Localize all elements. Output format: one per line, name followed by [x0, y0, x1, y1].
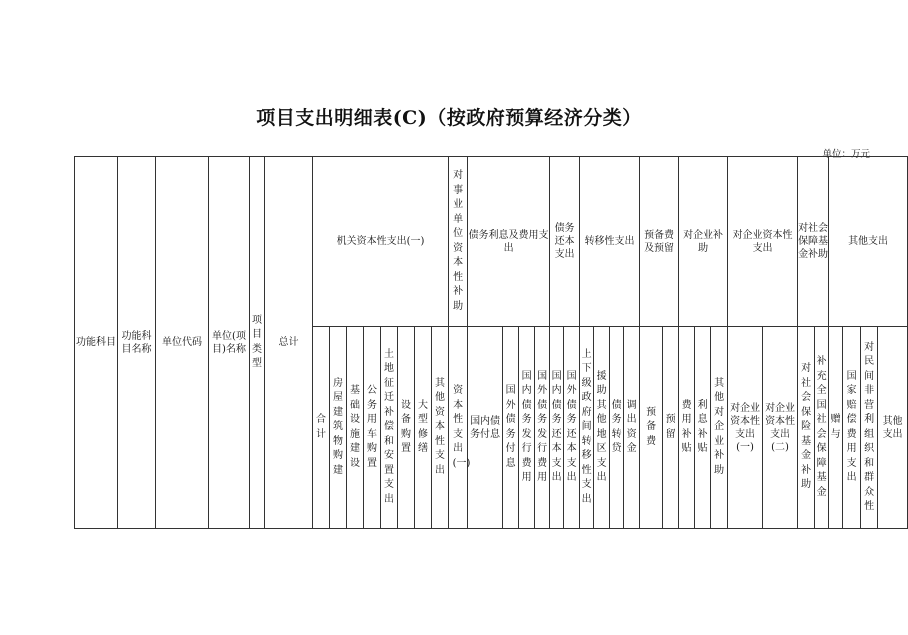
sub-header: 对企业资本性支出(一) [728, 327, 763, 529]
sub-header: 土地征迁补偿和安置支出 [381, 327, 398, 529]
sub-header: 资本性支出(一) [449, 327, 468, 529]
sub-header: 预留 [663, 327, 679, 529]
sub-header: 债务转贷 [610, 327, 624, 529]
report-title: 项目支出明细表(C)（按政府预算经济分类） [256, 107, 642, 129]
sub-header: 调出资金 [624, 327, 640, 529]
sub-header: 公务用车购置 [364, 327, 381, 529]
group-header-org-capital: 机关资本性支出(一) [313, 157, 449, 327]
sub-header: 对民间非营利组织和群众性 [861, 327, 878, 529]
sub-header: 赠与 [829, 327, 843, 529]
sub-header: 其他资本性支出 [432, 327, 449, 529]
sub-header: 国家赔偿费用支出 [843, 327, 861, 529]
header-func-subject-name: 功能科目名称 [118, 157, 156, 529]
group-header-institution-capital-subsidy: 对事业单位资本性补助 [449, 157, 468, 327]
sub-header: 其他对企业补助 [711, 327, 728, 529]
expenditure-table [74, 156, 908, 529]
sub-header: 国外债务还本支出 [564, 327, 580, 529]
sub-header: 设备购置 [398, 327, 415, 529]
sub-header: 对企业资本性支出(二) [763, 327, 798, 529]
unit-label: 单位：万元 [822, 149, 870, 160]
sub-header: 基础设施建设 [347, 327, 364, 529]
sub-header: 费用补贴 [679, 327, 695, 529]
sub-header: 国外债务发行费用 [535, 327, 550, 529]
sub-header: 上下级政府间转移性支出 [580, 327, 594, 529]
group-header-debt-interest: 债务利息及费用支出 [468, 157, 550, 327]
group-header-reserve: 预备费及预留 [640, 157, 679, 327]
header-project-type: 项目类型 [250, 157, 265, 529]
sub-header: 对社会保险基金补助 [798, 327, 815, 529]
header-unit-code: 单位代码 [156, 157, 209, 529]
sub-header: 国内债务付息 [468, 327, 503, 529]
sub-header: 大型修缮 [415, 327, 432, 529]
group-header-debt-principal: 债务还本支出 [550, 157, 580, 327]
group-header-other-expenditure: 其他支出 [829, 157, 908, 327]
header-total: 总计 [265, 157, 313, 529]
group-header-enterprise-subsidy: 对企业补助 [679, 157, 728, 327]
sub-header: 利息补贴 [695, 327, 711, 529]
sub-header: 国外债务付息 [503, 327, 519, 529]
sub-header: 补充全国社会保障基金 [815, 327, 829, 529]
sub-header: 其他支出 [878, 327, 908, 529]
header-func-subject: 功能科目 [75, 157, 118, 529]
sub-header: 房屋建筑物购建 [330, 327, 347, 529]
sub-header: 预备费 [640, 327, 663, 529]
group-header-transfer: 转移性支出 [580, 157, 640, 327]
sub-header: 国内债务发行费用 [519, 327, 535, 529]
group-header-enterprise-capital: 对企业资本性支出 [728, 157, 798, 327]
group-header-social-security-fund: 对社会保障基金补助 [798, 157, 829, 327]
sub-header: 合计 [313, 327, 330, 529]
sub-header: 国内债务还本支出 [550, 327, 564, 529]
sub-header: 援助其他地区支出 [594, 327, 610, 529]
header-unit-name: 单位(项目)名称 [209, 157, 250, 529]
